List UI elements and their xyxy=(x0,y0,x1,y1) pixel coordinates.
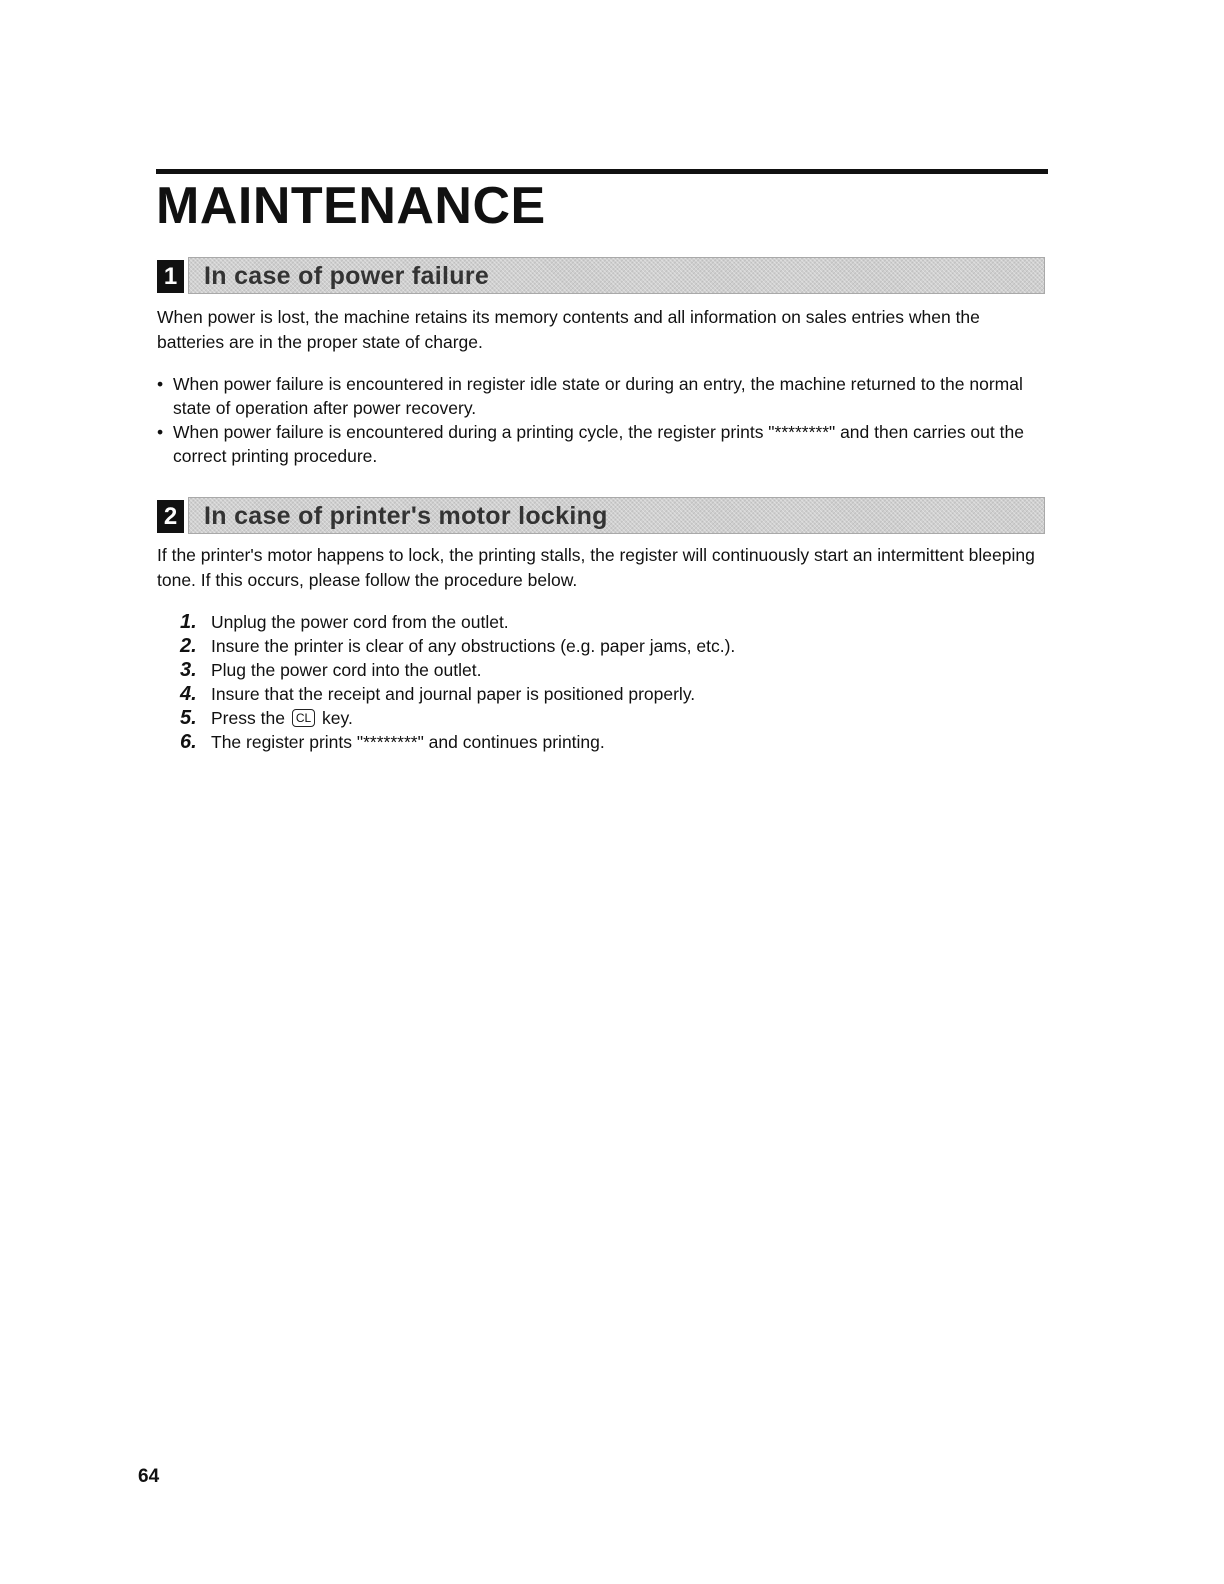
cl-key-icon: CL xyxy=(292,709,315,727)
step-number: 1. xyxy=(180,611,197,633)
list-item xyxy=(157,372,1052,420)
step-text: Insure that the receipt and journal paper is positioned properly. xyxy=(211,684,696,704)
section-title: In case of power failure xyxy=(204,262,490,290)
step-text: Insure the printer is clear of any obstructions (e.g. paper jams, etc.). xyxy=(211,636,736,656)
section-number-badge: 1 xyxy=(157,260,184,293)
list-item xyxy=(180,706,735,730)
list-item xyxy=(180,658,735,682)
list-item xyxy=(180,610,735,634)
step-text: Plug the power cord into the outlet. xyxy=(211,660,482,680)
section-intro: When power is lost, the machine retains its memory contents and all information on sales entries when the batteries are in the proper state of charge. xyxy=(157,307,980,352)
step-text-before: Press the xyxy=(211,708,285,728)
page-number: 64 xyxy=(138,1466,160,1487)
bullet-list xyxy=(157,372,1052,468)
list-item xyxy=(180,730,735,754)
section-title: In case of printer's motor locking xyxy=(204,502,608,530)
step-number: 2. xyxy=(180,635,197,657)
section-number-badge: 2 xyxy=(157,500,184,533)
procedure-steps xyxy=(180,610,735,754)
step-number: 6. xyxy=(180,731,197,753)
section-title-bar xyxy=(188,497,1045,534)
section-title-bar xyxy=(188,257,1045,294)
step-number: 3. xyxy=(180,659,197,681)
section-header-power-failure xyxy=(157,257,1045,295)
bullet-text: When power failure is encountered during a printing cycle, the register prints "********" and then carries out the correct printing procedure. xyxy=(173,422,1024,466)
section-header-motor-locking xyxy=(157,497,1045,535)
step-text: Unplug the power cord from the outlet. xyxy=(211,612,509,632)
title-rule xyxy=(156,169,1048,174)
step-number: 4. xyxy=(180,683,197,705)
list-item xyxy=(180,634,735,658)
bullet-icon: • xyxy=(157,422,164,442)
page-title: MAINTENANCE xyxy=(156,177,546,235)
step-text: The register prints "********" and continues printing. xyxy=(211,732,605,752)
list-item xyxy=(157,420,1052,468)
step-number: 5. xyxy=(180,707,197,729)
bullet-text: When power failure is encountered in register idle state or during an entry, the machine returned to the normal state of operation after power recovery. xyxy=(173,374,1023,418)
list-item xyxy=(180,682,735,706)
bullet-icon: • xyxy=(157,374,164,394)
step-text-after: key. xyxy=(322,708,353,728)
section-intro: If the printer's motor happens to lock, the printing stalls, the register will continuously start an intermittent bleeping tone. If this occurs, please follow the procedure below. xyxy=(157,545,1035,590)
